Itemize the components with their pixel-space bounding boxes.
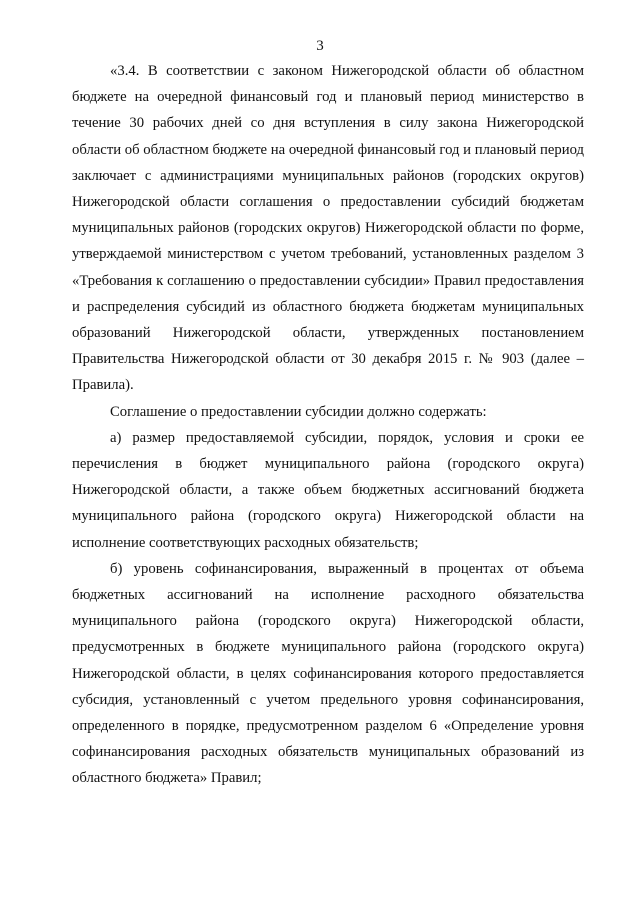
paragraph-agreement-contents: Соглашение о предоставлении субсидии должно содержать: — [110, 403, 487, 420]
page-number: 3 — [316, 38, 324, 54]
document-body — [72, 58, 584, 792]
paragraph-item-a: а) размер предоставляемой субсидии, порядок, условия и сроки ее перечисления в бюджет муниципального района (городского округа) Нижегородской области, а также объем бюджетных ассигнований бюджета муниципального района (городского округа) Нижегородской области на исполнение соответствующих расходных обязательств; — [72, 429, 584, 551]
paragraph-item-b: б) уровень софинансирования, выраженный в процентах от объема бюджетных ассигнований на исполнение расходного обязательства муниципального района (городского округа) Нижегородской области, предусмотренных в бюджете муниципального района (городского округа) Нижегородской области, в целях софинансирования которого предоставляется субсидия, установленный с учетом предельного уровня софинансирования, определенного в порядке, предусмотренном разделом 6 «Определение уровня софинансирования расходных обязательств муниципальных образований из областного бюджета» Правил; — [72, 560, 584, 787]
paragraph-clause-3-4: «3.4. В соответствии с законом Нижегородской области об областном бюджете на очередной финансовый год и плановый период министерство в течение 30 рабочих дней со дня вступления в силу закона Нижегородской области об областном бюджете на очередной финансовый год и плановый период заключает с администрациями муниципальных районов (городских округов) Нижегородской области соглашения о предоставлении субсидий бюджетам муниципальных районов (городских округов) Нижегородской области по форме, утверждаемой министерством с учетом требований, установленных разделом 3 «Требования к соглашению о предоставлении субсидии» Правил предоставления и распределения субсидий из областного бюджета бюджетам муниципальных образований Нижегородской области, утвержденных постановлением Правительства Нижегородской области от 30 декабря 2015 г. № 903 (далее – Правила). — [72, 63, 584, 394]
